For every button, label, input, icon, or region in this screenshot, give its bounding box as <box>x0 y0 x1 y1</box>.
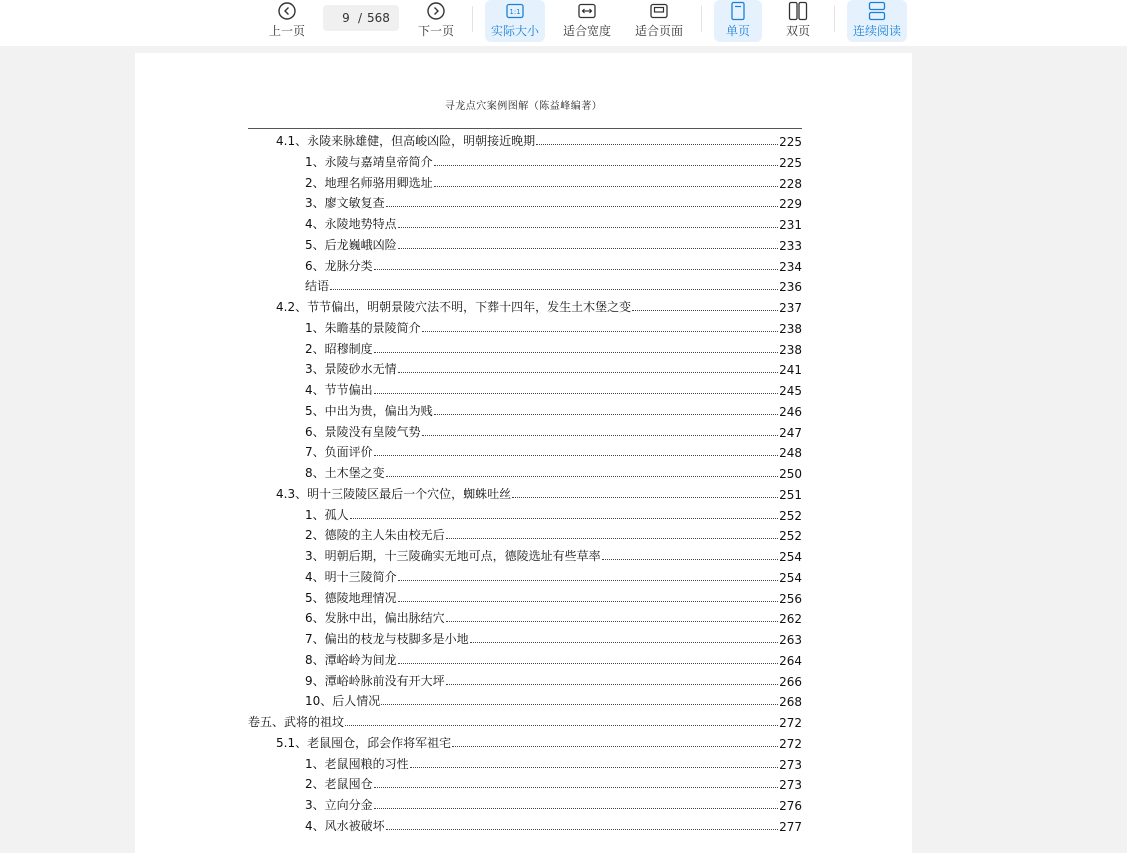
toc-entry-title: 3、立向分金 <box>305 798 373 812</box>
toc-entry[interactable] <box>305 795 802 813</box>
toc-entry-page: 228 <box>779 177 802 191</box>
toc-dot-leader <box>330 289 778 290</box>
header-rule <box>248 128 802 129</box>
actual-size-label: 实际大小 <box>490 24 539 38</box>
fit-page-icon <box>649 1 669 21</box>
actual-size-button[interactable] <box>485 0 545 42</box>
toc-entry-page: 238 <box>779 343 802 357</box>
actual-size-icon-text: 1:1 <box>509 8 521 16</box>
toc-entry-page: 272 <box>779 716 802 730</box>
toc-entry-page: 246 <box>779 405 802 419</box>
toc-entry[interactable] <box>305 525 802 543</box>
toc-entry-title: 卷五、武将的祖坟 <box>248 715 345 729</box>
toc-dot-leader <box>374 455 778 456</box>
toc-dot-leader <box>350 518 778 519</box>
toc-entry-title: 6、发脉中出，偏出脉结穴 <box>305 611 445 625</box>
toc-entry-page: 266 <box>779 675 802 689</box>
toc-dot-leader <box>374 808 778 809</box>
prev-page-label: 上一页 <box>268 24 305 38</box>
toc-entry-title: 4、永陵地势特点 <box>305 217 397 231</box>
next-page-button[interactable] <box>414 0 458 42</box>
next-page-label: 下一页 <box>417 24 454 38</box>
toc-entry[interactable] <box>305 546 802 564</box>
toc-entry[interactable] <box>305 173 802 191</box>
toc-dot-leader <box>434 165 778 166</box>
toc-dot-leader <box>374 393 778 394</box>
toc-entry-page: 277 <box>779 820 802 834</box>
toc-dot-leader <box>632 310 778 311</box>
toc-entry-title: 4.3、明十三陵陵区最后一个穴位，蜘蛛吐丝 <box>276 487 512 501</box>
toc-entry-title: 4.2、节节偏出，明朝景陵穴法不明，下葬十四年，发生土木堡之变 <box>276 300 632 314</box>
toc-dot-leader <box>374 269 778 270</box>
total-pages: 568 <box>367 11 390 25</box>
toc-dot-leader <box>398 248 778 249</box>
current-page-input[interactable]: 9 <box>342 11 350 25</box>
reader-toolbar <box>0 0 1127 46</box>
toc-dot-leader <box>345 725 778 726</box>
toc-entry[interactable] <box>305 339 802 357</box>
toc-entry-title: 8、土木堡之变 <box>305 466 385 480</box>
page-header: 寻龙点穴案例图解（陈益峰编著） <box>444 101 603 112</box>
prev-page-button[interactable] <box>265 0 309 42</box>
toc-entry-page: 252 <box>779 529 802 543</box>
toc-entry[interactable] <box>305 816 802 834</box>
chevron-right-circle-icon <box>426 1 446 21</box>
toc-entry-page: 236 <box>779 280 802 294</box>
toc-entry[interactable] <box>305 754 802 772</box>
toc-dot-leader <box>446 621 778 622</box>
toc-entry-page: 273 <box>779 778 802 792</box>
toc-entry[interactable] <box>276 484 802 502</box>
double-page-label: 双页 <box>785 24 810 38</box>
toc-entry[interactable] <box>305 214 802 232</box>
toc-dot-leader <box>398 227 778 228</box>
toc-entry[interactable] <box>305 588 802 606</box>
toc-entry-page: 251 <box>779 488 802 502</box>
toc-entry-title: 4、节节偏出 <box>305 383 373 397</box>
toc-dot-leader <box>434 186 778 187</box>
toc-entry-title: 3、廖文敏复查 <box>305 196 385 210</box>
toc-entry-title: 3、明朝后期，十三陵确实无地可点，德陵选址有些草率 <box>305 549 601 563</box>
toc-entry[interactable] <box>305 380 802 398</box>
toc-entry-page: 276 <box>779 799 802 813</box>
toc-entry[interactable] <box>305 235 802 253</box>
toolbar-divider <box>701 6 702 32</box>
toc-entry-title: 1、孤人 <box>305 508 349 522</box>
toc-dot-leader <box>602 559 778 560</box>
toc-entry-page: 272 <box>779 737 802 751</box>
double-page-button[interactable] <box>774 0 822 42</box>
toc-dot-leader <box>470 642 778 643</box>
toc-entry-page: 256 <box>779 592 802 606</box>
toc-entry[interactable] <box>305 671 802 689</box>
toc-entry-title: 10、后人情况 <box>305 694 381 708</box>
fit-width-label: 适合宽度 <box>562 24 611 38</box>
fit-page-label: 适合页面 <box>634 24 683 38</box>
toc-entry-page: 250 <box>779 467 802 481</box>
toc-entry-title: 5、德陵地理情况 <box>305 591 397 605</box>
toc-dot-leader <box>536 144 778 145</box>
toc-dot-leader <box>446 684 778 685</box>
toc-entry-title: 结语 <box>305 279 330 293</box>
toc-entry-page: 229 <box>779 197 802 211</box>
continuous-reading-label: 连续阅读 <box>852 24 901 38</box>
continuous-reading-button[interactable] <box>847 0 907 42</box>
toc-dot-leader <box>434 414 778 415</box>
toc-entry[interactable] <box>305 442 802 460</box>
toc-entry-page: 264 <box>779 654 802 668</box>
toc-entry-title: 3、景陵砂水无情 <box>305 362 397 376</box>
toc-entry-page: 241 <box>779 363 802 377</box>
page-separator: / <box>358 11 363 25</box>
toc-dot-leader <box>422 435 778 436</box>
toc-dot-leader <box>422 331 778 332</box>
double-page-icon <box>788 1 808 21</box>
toc-entry[interactable] <box>305 318 802 336</box>
toc-entry-page: 238 <box>779 322 802 336</box>
toc-dot-leader <box>398 663 778 664</box>
toc-entry-title: 2、昭穆制度 <box>305 342 373 356</box>
fit-page-button[interactable] <box>629 0 689 42</box>
toc-entry-title: 1、永陵与嘉靖皇帝简介 <box>305 155 433 169</box>
toc-entry[interactable] <box>276 297 802 315</box>
single-page-button[interactable] <box>714 0 762 42</box>
toc-entry[interactable] <box>305 774 802 792</box>
toc-dot-leader <box>386 476 778 477</box>
fit-width-icon <box>577 1 597 21</box>
toc-dot-leader <box>452 746 778 747</box>
toc-entry-page: 225 <box>779 135 802 149</box>
fit-width-button[interactable] <box>557 0 617 42</box>
toc-dot-leader <box>398 580 778 581</box>
toc-entry-title: 6、龙脉分类 <box>305 259 373 273</box>
toc-dot-leader <box>374 352 778 353</box>
toc-entry-title: 8、潭峪岭为间龙 <box>305 653 397 667</box>
toc-dot-leader <box>398 601 778 602</box>
toc-dot-leader <box>374 787 778 788</box>
chevron-left-circle-icon <box>277 1 297 21</box>
toc-dot-leader <box>512 497 778 498</box>
toc-entry[interactable] <box>305 691 802 709</box>
toc-entry-title: 1、朱瞻基的景陵简介 <box>305 321 421 335</box>
toc-entry-page: 254 <box>779 571 802 585</box>
toc-entry[interactable] <box>305 276 802 294</box>
toc-entry[interactable] <box>305 463 802 481</box>
toolbar-divider <box>834 6 835 32</box>
toc-entry-title: 4、明十三陵简介 <box>305 570 397 584</box>
toc-entry-page: 231 <box>779 218 802 232</box>
toc-dot-leader <box>410 767 778 768</box>
toc-entry-page: 273 <box>779 758 802 772</box>
toc-entry-title: 7、负面评价 <box>305 445 373 459</box>
toc-entry-title: 4.1、永陵来脉雄健，但高峻凶险，明朝接近晚期 <box>276 134 536 148</box>
toc-entry-page: 234 <box>779 260 802 274</box>
toc-entry[interactable] <box>248 712 802 730</box>
toc-entry-title: 5.1、老鼠囤仓，邱会作将军祖宅 <box>276 736 452 750</box>
toc-entry-title: 5、后龙巍峨凶险 <box>305 238 397 252</box>
toc-entry-title: 4、风水被破坏 <box>305 819 385 833</box>
toc-entry[interactable] <box>276 131 802 149</box>
toc-dot-leader <box>446 538 778 539</box>
toc-entry-title: 2、德陵的主人朱由校无后 <box>305 528 445 542</box>
toc-entry-page: 225 <box>779 156 802 170</box>
toc-entry[interactable] <box>305 629 802 647</box>
toc-entry-page: 263 <box>779 633 802 647</box>
toc-dot-leader <box>381 704 778 705</box>
toc-entry[interactable] <box>305 359 802 377</box>
toolbar-divider <box>472 6 473 32</box>
toc-entry-page: 237 <box>779 301 802 315</box>
toc-entry[interactable] <box>305 650 802 668</box>
toc-dot-leader <box>386 206 778 207</box>
toc-entry-title: 9、潭峪岭脉前没有开大坪 <box>305 674 445 688</box>
toc-entry[interactable] <box>305 567 802 585</box>
toc-entry-page: 247 <box>779 426 802 440</box>
toc-entry-page: 262 <box>779 612 802 626</box>
toc-entry-page: 233 <box>779 239 802 253</box>
toc-entry[interactable] <box>305 193 802 211</box>
toc-entry-page: 268 <box>779 695 802 709</box>
toc-entry[interactable] <box>305 152 802 170</box>
toc-entry[interactable] <box>305 401 802 419</box>
toc-entry-title: 1、老鼠囤粮的习性 <box>305 757 409 771</box>
toc-entry-title: 2、老鼠囤仓 <box>305 777 373 791</box>
toc-entry-title: 5、中出为贵，偏出为贱 <box>305 404 433 418</box>
toc-entry-title: 2、地理名师骆用卿选址 <box>305 176 433 190</box>
toc-entry-page: 248 <box>779 446 802 460</box>
document-page <box>135 53 912 853</box>
toc-entry[interactable] <box>305 505 802 523</box>
toc-entry-title: 7、偏出的枝龙与枝脚多是小地 <box>305 632 469 646</box>
toc-entry[interactable] <box>305 422 802 440</box>
toc-dot-leader <box>386 829 778 830</box>
toc-entry-page: 254 <box>779 550 802 564</box>
toc-entry-page: 245 <box>779 384 802 398</box>
continuous-reading-icon <box>867 1 887 21</box>
actual-size-icon <box>505 1 525 21</box>
toc-entry[interactable] <box>276 733 802 751</box>
toc-entry[interactable] <box>305 608 802 626</box>
toc-entry[interactable] <box>305 256 802 274</box>
toc-dot-leader <box>398 372 778 373</box>
toc-entry-title: 6、景陵没有皇陵气势 <box>305 425 421 439</box>
toc-entry-page: 252 <box>779 509 802 523</box>
page-number-box[interactable] <box>323 5 399 31</box>
single-page-icon <box>728 1 748 21</box>
single-page-label: 单页 <box>725 24 750 38</box>
